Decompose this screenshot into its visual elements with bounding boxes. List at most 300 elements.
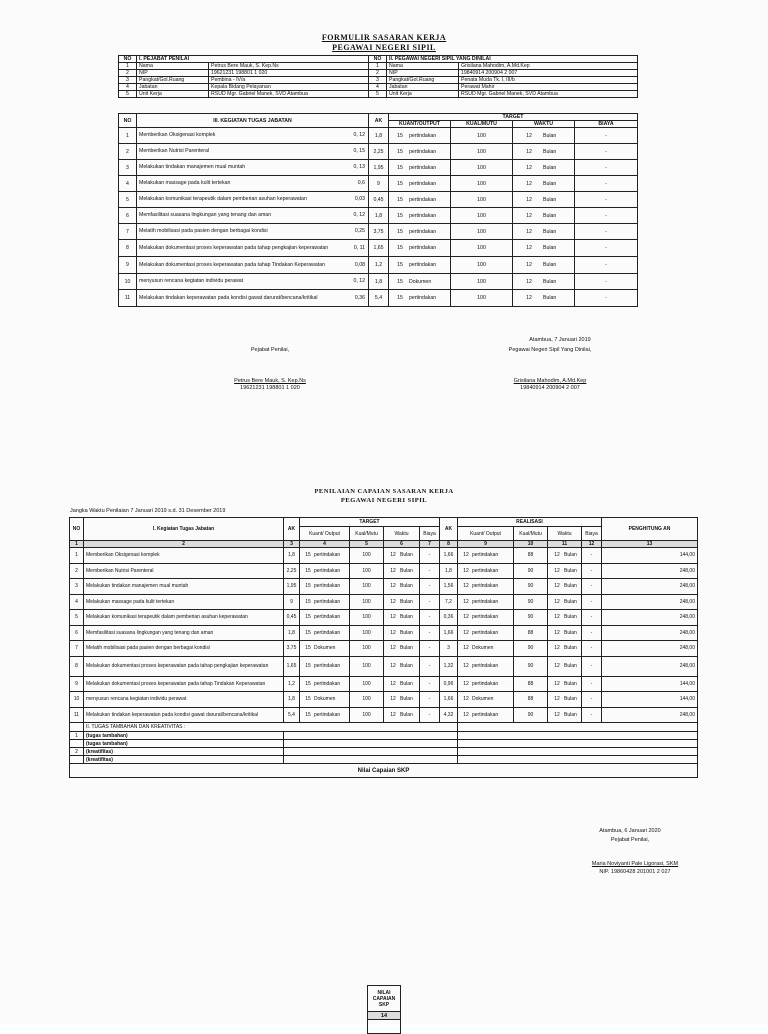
pn-target-kuant-unit: pertindakan bbox=[314, 663, 341, 669]
pn-target-biaya: - bbox=[420, 563, 440, 579]
pn-target-kuant bbox=[300, 610, 350, 626]
keg-unit-ak: 0, 11 bbox=[353, 244, 365, 251]
ident-row bbox=[119, 91, 638, 98]
keg-ak: 3,75 bbox=[369, 224, 389, 240]
pn-target-kuant-value: 15 bbox=[305, 645, 311, 652]
pn-realisasi-waktu-unit: Bulan bbox=[564, 711, 577, 718]
keg-description bbox=[137, 274, 369, 290]
keg-hdr-waktu: WAKTU bbox=[513, 121, 575, 128]
pn-penghitungan: 248,00 bbox=[602, 625, 698, 641]
pn-realisasi-biaya: - bbox=[582, 594, 602, 610]
pn-realisasi-biaya: - bbox=[582, 548, 602, 564]
keg-waktu bbox=[513, 208, 575, 224]
keg-kual: 100 bbox=[451, 290, 513, 307]
pn-target-kuant-value: 15 bbox=[305, 663, 311, 669]
keg-waktu-value: 12 bbox=[526, 278, 532, 285]
keg-kuant-unit: pertindakan bbox=[409, 132, 437, 139]
pn-realisasi-waktu-value: 12 bbox=[554, 583, 560, 590]
pn-target-biaya: - bbox=[420, 579, 440, 595]
pn-hdr-ak2: AK bbox=[440, 518, 458, 541]
keg-waktu bbox=[513, 224, 575, 240]
keg-kuant bbox=[389, 240, 451, 257]
pn-target-kuant bbox=[300, 563, 350, 579]
pn-realisasi-waktu bbox=[548, 656, 582, 676]
keg-kuant-value: 15 bbox=[397, 180, 403, 187]
keg-kuant bbox=[389, 208, 451, 224]
extra-row bbox=[70, 748, 698, 756]
pn-kegiatan: Melakukan tindakan manajemen mual muntah bbox=[84, 579, 284, 595]
keg-biaya: - bbox=[575, 176, 638, 192]
pn-realisasi-kuant-unit: Dokumen bbox=[472, 696, 494, 703]
ident-no2: 5 bbox=[369, 91, 387, 98]
keg-kuant bbox=[389, 128, 451, 144]
pn-target-kuant bbox=[300, 625, 350, 641]
pn-kegiatan: menyusun rencana kegiatan individu perawat bbox=[84, 692, 284, 708]
form2-period: Jangka Waktu Penilaian 7 Januari 2019 s.d. 31 Desember 2019 bbox=[70, 508, 226, 514]
pn-realisasi-kuant-value: 12 bbox=[463, 567, 469, 574]
pn-hdr-kegiatan: I. Kegiatan Tugas Jabatan bbox=[84, 518, 284, 541]
pn-target-waktu-value: 12 bbox=[390, 598, 396, 605]
keg-kuant-unit: pertindakan bbox=[409, 245, 437, 251]
pn-realisasi-waktu bbox=[548, 579, 582, 595]
pn-target-kual: 100 bbox=[350, 692, 384, 708]
keg-biaya: - bbox=[575, 274, 638, 290]
form2-subtitle: PEGAWAI NEGERI SIPIL bbox=[340, 497, 428, 504]
pn-realisasi-kuant-value: 12 bbox=[463, 645, 469, 652]
ident-row bbox=[119, 84, 638, 91]
keg-kuant-value: 15 bbox=[397, 212, 403, 219]
pn-target-kuant-unit: pertindakan bbox=[314, 711, 341, 718]
pn-realisasi-ak: 1,66 bbox=[440, 625, 458, 641]
keg-no: 8 bbox=[119, 240, 137, 257]
pn-realisasi-kuant-value: 12 bbox=[463, 680, 469, 687]
pn-target-kuant-unit: pertindakan bbox=[314, 552, 341, 559]
pn-target-waktu-value: 12 bbox=[390, 711, 396, 718]
pn-target-kuant-value: 15 bbox=[305, 680, 311, 687]
pn-ak: 1,95 bbox=[284, 579, 300, 595]
keg-kuant-value: 15 bbox=[397, 278, 403, 285]
pn-target-waktu bbox=[384, 594, 420, 610]
pn-penghitungan: 248,00 bbox=[602, 656, 698, 676]
pn-realisasi-kuant-value: 12 bbox=[463, 552, 469, 559]
pn-target-kuant bbox=[300, 579, 350, 595]
pn-realisasi-kuant bbox=[458, 707, 514, 723]
keg-waktu bbox=[513, 176, 575, 192]
pn-realisasi-ak: 1,66 bbox=[440, 548, 458, 564]
keg-text: Melakukan tindakan keperawatan pada kondisi gawat darurat/bencana/kritikal bbox=[139, 294, 318, 301]
form2-title: PENILAIAN CAPAIAN SASARAN KERJA bbox=[314, 488, 454, 495]
keg-kual: 100 bbox=[451, 240, 513, 257]
pn-kegiatan: Melakukan komunikasi terapeutik dalam pemberian asuhan keperawatan bbox=[84, 610, 284, 626]
keg-kuant-value: 15 bbox=[397, 295, 403, 301]
kegiatan-row bbox=[119, 160, 638, 176]
pn-realisasi-waktu bbox=[548, 610, 582, 626]
pn-realisasi-kual: 90 bbox=[514, 579, 548, 595]
keg-text: Melakukan tindakan manajemen mual muntah bbox=[139, 164, 246, 171]
ident-label: Unit Kerja bbox=[137, 91, 209, 98]
keg-unit-ak: 0,08 bbox=[354, 261, 365, 268]
extra-cell bbox=[284, 732, 458, 740]
kegiatan-row bbox=[119, 128, 638, 144]
pn-realisasi-ak: 1,56 bbox=[440, 579, 458, 595]
pn-no: 11 bbox=[70, 707, 84, 723]
pn-target-waktu-unit: Bulan bbox=[400, 567, 413, 574]
pn-target-waktu bbox=[384, 656, 420, 676]
kegiatan-row bbox=[119, 144, 638, 160]
pn-target-waktu bbox=[384, 676, 420, 692]
pn-target-waktu-unit: Bulan bbox=[400, 629, 413, 636]
keg-unit-ak: 0,36 bbox=[354, 294, 365, 301]
pn-realisasi-waktu-value: 12 bbox=[554, 598, 560, 605]
pn-realisasi-kuant-unit: pertindakan bbox=[472, 583, 499, 590]
pn-target-waktu bbox=[384, 548, 420, 564]
keg-no: 11 bbox=[119, 290, 137, 307]
pn-target-waktu-value: 12 bbox=[390, 614, 396, 621]
pn-ak: 2,25 bbox=[284, 563, 300, 579]
penilaian-row bbox=[70, 676, 698, 692]
ident-label2: Pangkat/Gol.Ruang bbox=[387, 77, 459, 84]
keg-no: 6 bbox=[119, 208, 137, 224]
keg-kuant bbox=[389, 160, 451, 176]
keg-biaya: - bbox=[575, 208, 638, 224]
keg-no: 3 bbox=[119, 160, 137, 176]
keg-kuant-value: 15 bbox=[397, 164, 403, 171]
keg-kuant bbox=[389, 274, 451, 290]
keg-unit-ak: 0, 12 bbox=[353, 212, 365, 219]
keg-description bbox=[137, 160, 369, 176]
nilai-capaian-box bbox=[367, 985, 401, 1034]
pn-realisasi-biaya: - bbox=[582, 625, 602, 641]
keg-no: 4 bbox=[119, 176, 137, 192]
extra-row bbox=[70, 756, 698, 764]
pn-target-kuant-value: 15 bbox=[305, 629, 311, 636]
form1-subtitle: PEGAWAI NEGERI SIPIL bbox=[332, 43, 436, 52]
keg-kuant bbox=[389, 144, 451, 160]
kegiatan-row bbox=[119, 274, 638, 290]
pn-realisasi-ak: 1,66 bbox=[440, 692, 458, 708]
pn-target-biaya: - bbox=[420, 610, 440, 626]
keg-ak: 2,25 bbox=[369, 144, 389, 160]
kegiatan-table bbox=[118, 113, 638, 307]
column-number: 3 bbox=[284, 541, 300, 548]
pn-target-biaya: - bbox=[420, 594, 440, 610]
keg-kual: 100 bbox=[451, 128, 513, 144]
pn-penghitungan: 248,00 bbox=[602, 563, 698, 579]
keg-waktu-unit: Bulan bbox=[543, 278, 557, 285]
pn-realisasi-kuant-unit: pertindakan bbox=[472, 598, 499, 605]
pn-target-biaya: - bbox=[420, 656, 440, 676]
pn-ak: 1,2 bbox=[284, 676, 300, 692]
ident-value: Petrus Bere Mauk, S. Kep.Ns bbox=[209, 63, 369, 70]
pn-realisasi-waktu-unit: Bulan bbox=[564, 552, 577, 559]
pn-realisasi-ak: 1,8 bbox=[440, 563, 458, 579]
keg-waktu-value: 12 bbox=[526, 245, 532, 251]
pn-target-kuant bbox=[300, 641, 350, 657]
pn-no: 10 bbox=[70, 692, 84, 708]
ident-hdr-pejabat: I. PEJABAT PENILAI bbox=[137, 56, 369, 63]
extra-no bbox=[70, 756, 84, 764]
pn-ak: 9 bbox=[284, 594, 300, 610]
kegiatan-row bbox=[119, 208, 638, 224]
keg-waktu-value: 12 bbox=[526, 262, 532, 268]
pn-realisasi-kuant-unit: pertindakan bbox=[472, 614, 499, 621]
ident-no2: 1 bbox=[369, 63, 387, 70]
pn-realisasi-ak: 3 bbox=[440, 641, 458, 657]
keg-no: 5 bbox=[119, 192, 137, 208]
extra-label: (tugas tambahan) bbox=[84, 732, 284, 740]
ident-value2: Grisilana Mahodim, A.Md.Kep bbox=[459, 63, 638, 70]
extra-row bbox=[70, 740, 698, 748]
pn-target-waktu-value: 12 bbox=[390, 696, 396, 703]
penilaian-row bbox=[70, 610, 698, 626]
pn-hdr-target: TARGET bbox=[300, 518, 440, 527]
ident-hdr-pegawai: II. PEGAWAI NEGERI SIPIL YANG DINILAI bbox=[387, 56, 638, 63]
extra-cell bbox=[458, 756, 698, 764]
keg-kuant bbox=[389, 224, 451, 240]
penilaian-row bbox=[70, 594, 698, 610]
keg-ak: 1,8 bbox=[369, 208, 389, 224]
column-number: 10 bbox=[514, 541, 548, 548]
ident-label: Pangkat/Gol.Ruang bbox=[137, 77, 209, 84]
keg-waktu-unit: Bulan bbox=[543, 132, 557, 139]
kegiatan-row bbox=[119, 257, 638, 274]
pn-kegiatan: Melatih mobilisasi pada pasien dengan berbagai kondisi bbox=[84, 641, 284, 657]
pn-realisasi-waktu bbox=[548, 707, 582, 723]
pn-target-kuant bbox=[300, 676, 350, 692]
pn-target-kual: 100 bbox=[350, 625, 384, 641]
pn-target-waktu bbox=[384, 692, 420, 708]
keg-biaya: - bbox=[575, 160, 638, 176]
ident-no: 3 bbox=[119, 77, 137, 84]
pn-ak: 5,4 bbox=[284, 707, 300, 723]
pn-target-waktu-value: 12 bbox=[390, 680, 396, 687]
form1-place-date: Atambua, 7 Januari 2019 bbox=[529, 337, 591, 343]
pn-no: 5 bbox=[70, 610, 84, 626]
ident-value: RSUD Mgr. Gabriel Manek, SVD Atambua bbox=[209, 91, 369, 98]
ident-hdr-no: NO bbox=[119, 56, 137, 63]
pn-target-kuant-unit: pertindakan bbox=[314, 629, 341, 636]
pn-realisasi-kuant bbox=[458, 676, 514, 692]
pn-hdr-r-kual: Kual/Mutu bbox=[514, 527, 548, 541]
pn-realisasi-waktu bbox=[548, 692, 582, 708]
keg-hdr-kegiatan: III. KEGIATAN TUGAS JABATAN bbox=[137, 114, 369, 128]
pn-realisasi-ak: 0,96 bbox=[440, 676, 458, 692]
keg-unit-ak: 0, 12 bbox=[353, 278, 365, 285]
pn-target-kual: 100 bbox=[350, 579, 384, 595]
pn-realisasi-waktu-unit: Bulan bbox=[564, 696, 577, 703]
keg-kuant-unit: pertindakan bbox=[409, 164, 437, 171]
pn-target-biaya: - bbox=[420, 692, 440, 708]
keg-kual: 100 bbox=[451, 144, 513, 160]
pn-ak: 1,8 bbox=[284, 692, 300, 708]
pn-hdr-t-waktu: Waktu bbox=[384, 527, 420, 541]
pn-penghitungan: 144,00 bbox=[602, 692, 698, 708]
pn-target-kuant-unit: Dokumen bbox=[314, 696, 336, 703]
pn-realisasi-waktu-value: 12 bbox=[554, 680, 560, 687]
keg-waktu-value: 12 bbox=[526, 228, 532, 235]
keg-kuant bbox=[389, 192, 451, 208]
keg-no: 1 bbox=[119, 128, 137, 144]
form1-right-role: Pegawai Negeri Sipil Yang Dinilai, bbox=[508, 347, 592, 353]
pn-target-waktu-unit: Bulan bbox=[400, 614, 413, 621]
form1-left-role: Pejabat Penilai, bbox=[250, 347, 290, 353]
keg-description bbox=[137, 257, 369, 274]
ident-no2: 4 bbox=[369, 84, 387, 91]
keg-hdr-kuant: KUANT/OUTPUT bbox=[389, 121, 451, 128]
pn-realisasi-waktu-value: 12 bbox=[554, 629, 560, 636]
pn-target-kuant-value: 15 bbox=[305, 567, 311, 574]
pn-ak: 3,75 bbox=[284, 641, 300, 657]
extra-cell bbox=[458, 740, 698, 748]
form1-left-name: Petrus Bere Mauk, S. Kep.Ns bbox=[234, 378, 306, 384]
pn-no: 4 bbox=[70, 594, 84, 610]
keg-kuant-unit: pertindakan bbox=[409, 180, 437, 187]
pn-penghitungan: 248,00 bbox=[602, 641, 698, 657]
pn-realisasi-kuant-value: 12 bbox=[463, 663, 469, 669]
keg-no: 2 bbox=[119, 144, 137, 160]
pn-realisasi-biaya: - bbox=[582, 656, 602, 676]
pn-realisasi-kuant-value: 12 bbox=[463, 614, 469, 621]
pn-target-biaya: - bbox=[420, 548, 440, 564]
pn-realisasi-waktu bbox=[548, 563, 582, 579]
pn-target-waktu-unit: Bulan bbox=[400, 552, 413, 559]
pn-target-biaya: - bbox=[420, 676, 440, 692]
pn-target-kuant bbox=[300, 548, 350, 564]
pn-hdr-penghitungan: PENGHITUNG AN bbox=[602, 518, 698, 541]
pn-target-waktu-value: 12 bbox=[390, 645, 396, 652]
pn-realisasi-waktu bbox=[548, 548, 582, 564]
pn-ak: 0,45 bbox=[284, 610, 300, 626]
keg-kual: 100 bbox=[451, 192, 513, 208]
pn-hdr-t-kuant: Kuant/ Output bbox=[300, 527, 350, 541]
keg-waktu-unit: Bulan bbox=[543, 228, 557, 235]
pn-realisasi-waktu-value: 12 bbox=[554, 696, 560, 703]
extra-no: 2 bbox=[70, 748, 84, 756]
keg-waktu-value: 12 bbox=[526, 196, 532, 203]
extra-label: (kreatifitas) bbox=[84, 756, 284, 764]
pn-target-waktu-value: 12 bbox=[390, 552, 396, 559]
pn-realisasi-biaya: - bbox=[582, 676, 602, 692]
pn-realisasi-ak: 4,32 bbox=[440, 707, 458, 723]
pn-target-waktu bbox=[384, 625, 420, 641]
pn-target-kuant-value: 15 bbox=[305, 696, 311, 703]
pn-realisasi-biaya: - bbox=[582, 563, 602, 579]
keg-kuant-value: 15 bbox=[397, 148, 403, 155]
pn-kegiatan: Melakukan dokumentasi proses keperawatan pada tahap pengkajian keperawatan bbox=[84, 656, 284, 676]
pn-target-waktu-value: 12 bbox=[390, 663, 396, 669]
pn-realisasi-kual: 90 bbox=[514, 707, 548, 723]
tambahan-title: II. TUGAS TAMBAHAN DAN KREATIVITAS : bbox=[84, 723, 458, 732]
pn-realisasi-kual: 90 bbox=[514, 656, 548, 676]
pn-realisasi-kual: 90 bbox=[514, 610, 548, 626]
keg-biaya: - bbox=[575, 128, 638, 144]
ident-label2: Unit Kerja bbox=[387, 91, 459, 98]
ident-value2: 19840914 200904 2 007 bbox=[459, 70, 638, 77]
extra-label: (tugas tambahan) bbox=[84, 740, 284, 748]
keg-waktu-value: 12 bbox=[526, 132, 532, 139]
keg-ak: 1,8 bbox=[369, 128, 389, 144]
form2-signer-nip: NIP. 19860428 201001 2 027 bbox=[599, 869, 671, 875]
ident-no2: 3 bbox=[369, 77, 387, 84]
pn-no: 7 bbox=[70, 641, 84, 657]
pn-target-kuant bbox=[300, 594, 350, 610]
keg-biaya: - bbox=[575, 240, 638, 257]
pn-realisasi-kual: 90 bbox=[514, 641, 548, 657]
pn-ak: 1,8 bbox=[284, 548, 300, 564]
keg-text: Memberikan Nutrisi Parenteral bbox=[139, 148, 210, 155]
extra-no bbox=[70, 740, 84, 748]
keg-unit-ak: 0,25 bbox=[354, 228, 365, 235]
pn-target-kuant-value: 15 bbox=[305, 552, 311, 559]
pn-kegiatan: Memberikan Nutrisi Parenteral bbox=[84, 563, 284, 579]
pn-realisasi-waktu-value: 12 bbox=[554, 614, 560, 621]
pn-target-kuant bbox=[300, 707, 350, 723]
pn-kegiatan: Melakukan massage pada kulit tertekan bbox=[84, 594, 284, 610]
pn-no: 2 bbox=[70, 563, 84, 579]
pn-realisasi-kuant-unit: pertindakan bbox=[472, 711, 499, 718]
nilai-capaian-label: Nilai Capaian SKP bbox=[70, 764, 698, 778]
keg-text: menyusun rencana kegiatan individu perawat bbox=[139, 278, 244, 285]
keg-kuant-value: 15 bbox=[397, 228, 403, 235]
keg-biaya: - bbox=[575, 257, 638, 274]
ident-value: Kepala Bidang Pelayanan bbox=[209, 84, 369, 91]
pn-realisasi-kuant bbox=[458, 548, 514, 564]
pn-kegiatan: Memfasilitasi suasana lingkungan yang tenang dan aman bbox=[84, 625, 284, 641]
pn-hdr-r-kuant: Kuant/ Output bbox=[458, 527, 514, 541]
keg-waktu-value: 12 bbox=[526, 148, 532, 155]
keg-kual: 100 bbox=[451, 224, 513, 240]
penilaian-table bbox=[69, 517, 698, 778]
keg-kual: 100 bbox=[451, 274, 513, 290]
pn-no: 1 bbox=[70, 548, 84, 564]
form2-signer-name: Maria Noviyanti Pale Ligorasi, SKM bbox=[591, 861, 679, 867]
pn-target-kual: 100 bbox=[350, 676, 384, 692]
pn-target-kual: 100 bbox=[350, 563, 384, 579]
ident-label2: Jabatan bbox=[387, 84, 459, 91]
ident-no: 1 bbox=[119, 63, 137, 70]
penilaian-row bbox=[70, 692, 698, 708]
pn-target-kuant-unit: pertindakan bbox=[314, 680, 341, 687]
pn-realisasi-kuant bbox=[458, 563, 514, 579]
pn-realisasi-waktu-unit: Bulan bbox=[564, 663, 577, 669]
extra-cell bbox=[458, 732, 698, 740]
keg-kual: 100 bbox=[451, 176, 513, 192]
keg-waktu-unit: Bulan bbox=[543, 180, 557, 187]
keg-ak: 9 bbox=[369, 176, 389, 192]
keg-ak: 1,65 bbox=[369, 240, 389, 257]
pn-realisasi-waktu bbox=[548, 641, 582, 657]
ident-label2: Nama bbox=[387, 63, 459, 70]
pn-ak: 1,8 bbox=[284, 625, 300, 641]
ident-value: Pembina - IV/a bbox=[209, 77, 369, 84]
pn-target-waktu bbox=[384, 707, 420, 723]
keg-waktu bbox=[513, 240, 575, 257]
pn-target-kuant-value: 15 bbox=[305, 583, 311, 590]
pn-realisasi-kual: 88 bbox=[514, 676, 548, 692]
keg-kuant-value: 15 bbox=[397, 245, 403, 251]
keg-unit-ak: 0, 12 bbox=[353, 132, 365, 139]
keg-waktu bbox=[513, 192, 575, 208]
pn-ak: 1,65 bbox=[284, 656, 300, 676]
ident-label: Nama bbox=[137, 63, 209, 70]
pn-target-kual: 100 bbox=[350, 707, 384, 723]
keg-text: Melatih mobilisasi pada pasien dengan berbagai kondisi bbox=[139, 228, 268, 235]
form1-right-name: Grisilana Mahodim, A.Md.Kep bbox=[513, 378, 587, 384]
pn-realisasi-kuant bbox=[458, 594, 514, 610]
column-number: 7 bbox=[420, 541, 440, 548]
pn-penghitungan: 248,00 bbox=[602, 579, 698, 595]
extra-cell bbox=[284, 756, 458, 764]
